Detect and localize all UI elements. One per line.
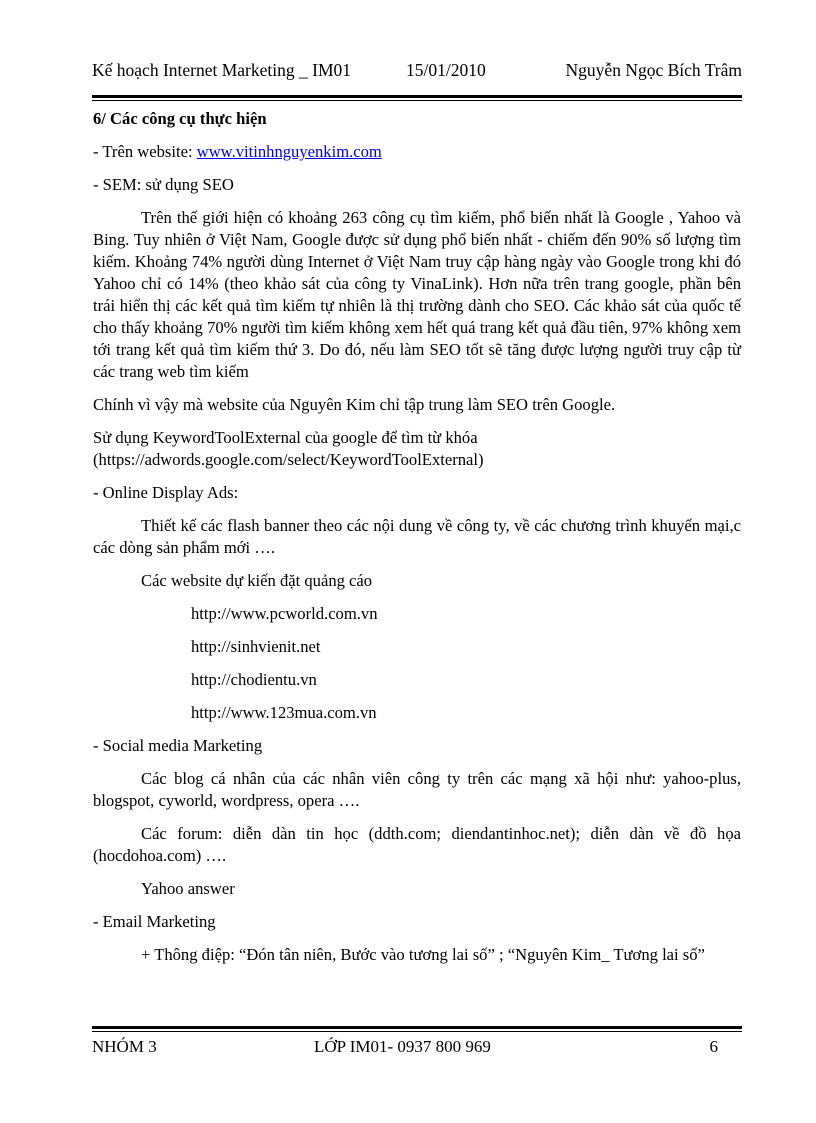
social-blogs-paragraph: Các blog cá nhân của các nhân viên công ty trên các mạng xã hội như: yahoo-plus, blogspot, cyworld, wordpress, opera …. [93,769,741,810]
header-document-title: Kế hoạch Internet Marketing _ IM01 [92,60,352,80]
website-link[interactable]: www.vitinhnguyenkim.com [196,142,382,161]
ad-site-item: http://www.pcworld.com.vn [191,604,378,623]
display-ads-paragraph: Thiết kế các flash banner theo các nội dung về công ty, về các chương trình khuyến mại,c các dòng sản phẩm mới …. [93,516,741,557]
header-author: Nguyễn Ngọc Bích Trâm [565,60,742,80]
display-ads-label: - Online Display Ads: [93,483,239,502]
header-date: 15/01/2010 [406,60,486,80]
sem-label: - SEM: sử dụng SEO [93,175,234,194]
website-label: - Trên website: [93,142,197,161]
keyword-tool-block [93,427,741,471]
keyword-tool-url: (https://adwords.google.com/select/KeywordToolExternal) [93,450,484,469]
website-line [93,141,741,163]
social-yahoo-line: Yahoo answer [141,879,235,898]
sem-paragraph: Trên thế giới hiện có khoảng 263 công cụ tìm kiếm, phổ biến nhất là Google , Yahoo và Bing. Tuy nhiên ở Việt Nam, Google được sử dụng phổ biến nhất - chiếm đến 90% số lượng tìm kiếm. Khoảng 74% người dùng Internet ở Việt Nam truy cập hàng ngày vào Google trong khi đó Yahoo chỉ có 14% (theo khảo sát của công ty VinaLink). Hơn nữa trên trang google, phần bên trái hiển thị các kết quả tìm kiếm tự nhiên là thị trường dành cho SEO. Các khảo sát của quốc tế cho thấy khoảng 70% người tìm kiếm không xem hết quá trang kết quả đầu tiên, 97% không xem tới trang kết quả tìm kiếm thứ 3. Do đó, nếu làm SEO tốt sẽ tăng được lượng người truy cập từ các trang web tìm kiếm [93,208,741,381]
header-divider [92,95,742,98]
section-title: 6/ Các công cụ thực hiện [93,109,267,128]
ad-site-item: http://www.123mua.com.vn [191,703,377,722]
ad-sites-label: Các website dự kiến đặt quảng cáo [141,571,373,590]
page-footer [92,1037,718,1061]
keyword-tool-line: Sử dụng KeywordToolExternal của google để tìm từ khóa [93,428,478,447]
page-number: 6 [709,1037,718,1056]
page-header [92,60,742,84]
email-label: - Email Marketing [93,912,216,931]
email-message: + Thông điệp: “Đón tân niên, Bước vào tương lai số” ; “Nguyên Kim_ Tương lai số” [141,945,705,964]
ad-site-item: http://chodientu.vn [191,670,317,689]
footer-class-phone: LỚP IM01- 0937 800 969 [314,1037,491,1056]
social-forums-paragraph: Các forum: diễn dàn tin học (ddth.com; diendantinhoc.net); diễn dàn về đồ họa (hocdohoa.com) …. [93,824,741,865]
social-label: - Social media Marketing [93,736,263,755]
footer-group: NHÓM 3 [92,1037,157,1056]
footer-divider-thin [92,1031,742,1032]
ad-site-item: http://sinhvienit.net [191,637,321,656]
page-body [93,108,741,977]
seo-focus-line: Chính vì vậy mà website của Nguyên Kim chỉ tập trung làm SEO trên Google. [93,395,616,414]
footer-divider [92,1026,742,1029]
